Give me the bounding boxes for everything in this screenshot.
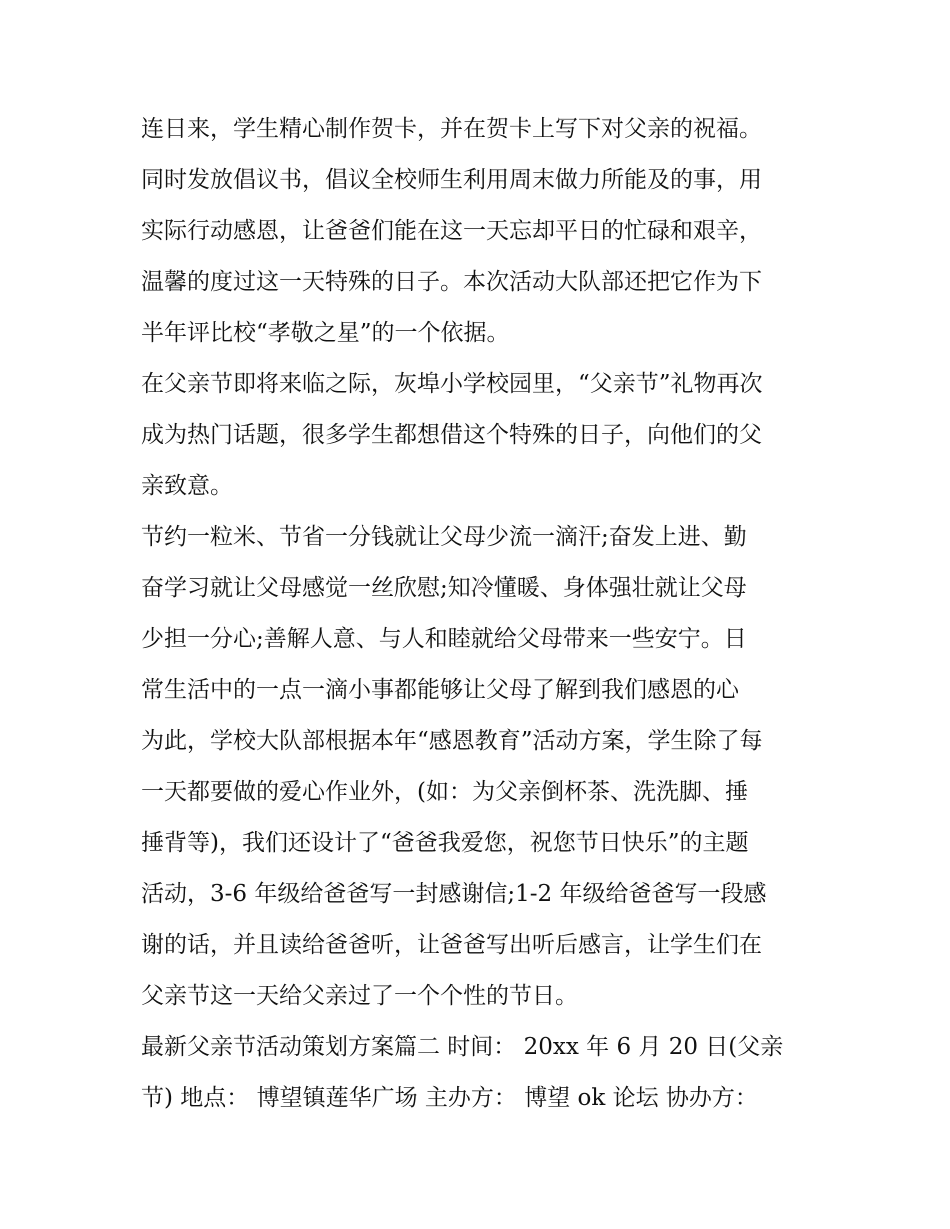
text-line: 常生活中的一点一滴小事都能够让父母了解到我们感恩的心: [141, 677, 739, 703]
text-line: 连日来，学生精心制作贺卡，并在贺卡上写下对父亲的祝福。: [141, 116, 762, 142]
document-body: [141, 104, 821, 1124]
text-line: 节) 地点： 博望镇莲华广场 主办方： 博望 ok 论坛 协办方：: [141, 1085, 758, 1111]
text-line: 半年评比校“孝敬之星”的一个依据。: [141, 320, 510, 346]
text-line: 捶背等)，我们还设计了“爸爸我爱您，祝您节日快乐”的主题: [141, 830, 749, 856]
text-line: 奋学习就让父母感觉一丝欣慰;知冷懂暖、身体强壮就让父母: [141, 575, 747, 601]
text-line: 少担一分心;善解人意、与人和睦就给父母带来一些安宁。日: [141, 626, 747, 652]
text-line: 同时发放倡议书，倡议全校师生利用周末做力所能及的事，用: [141, 167, 762, 193]
text-line: 谢的话，并且读给爸爸听，让爸爸写出听后感言，让学生们在: [141, 932, 762, 958]
text-line: 亲致意。: [141, 473, 233, 499]
text-line: 节约一粒米、节省一分钱就让父母少流一滴汗;奋发上进、勤: [141, 524, 747, 550]
text-line: 在父亲节即将来临之际，灰埠小学校园里，“父亲节”礼物再次: [141, 371, 763, 397]
text-line: 父亲节这一天给父亲过了一个个性的节日。: [141, 983, 578, 1009]
text-line: 一天都要做的爱心作业外，(如：为父亲倒杯茶、洗洗脚、捶: [141, 779, 748, 805]
text-line: 温馨的度过这一天特殊的日子。本次活动大队部还把它作为下: [141, 269, 762, 295]
text-line: 成为热门话题，很多学生都想借这个特殊的日子，向他们的父: [141, 422, 762, 448]
text-line: 实际行动感恩，让爸爸们能在这一天忘却平日的忙碌和艰辛，: [141, 218, 762, 244]
text-line: 活动，3-6 年级给爸爸写一封感谢信;1-2 年级给爸爸写一段感: [141, 881, 767, 907]
text-line: 为此，学校大队部根据本年“感恩教育”活动方案，学生除了每: [141, 728, 763, 754]
text-line: 最新父亲节活动策划方案篇二 时间： 20xx 年 6 月 20 日(父亲: [141, 1034, 784, 1060]
